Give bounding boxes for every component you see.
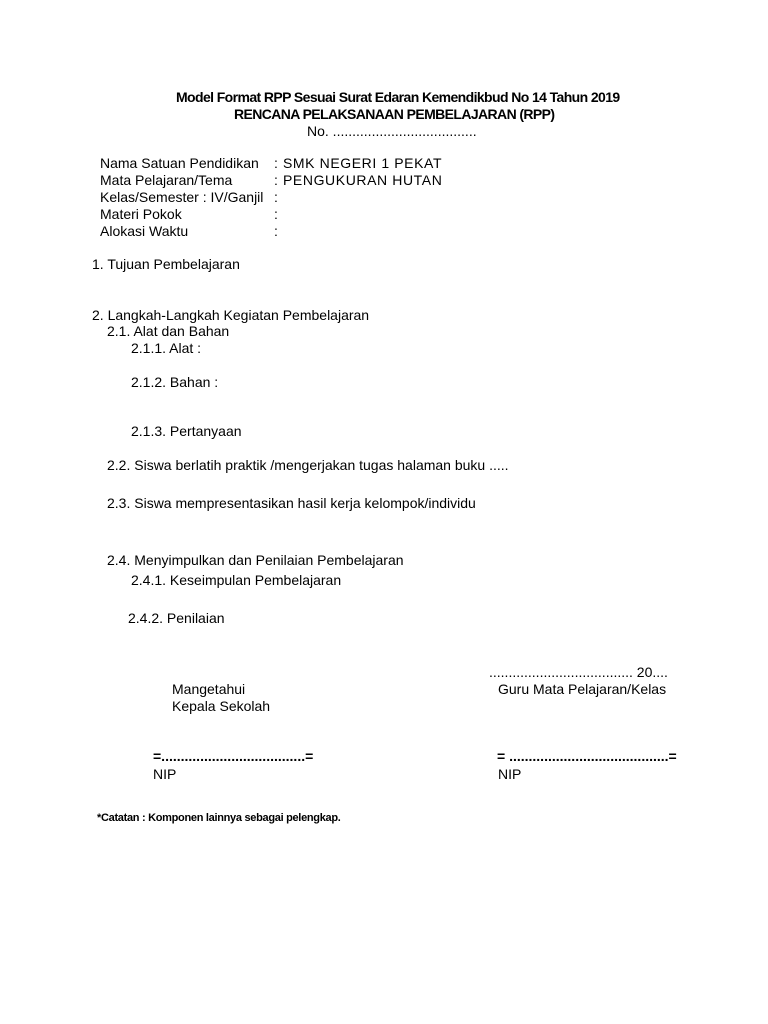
section-penilaian: 2.4.2. Penilaian — [128, 610, 225, 626]
section-tujuan: 1. Tujuan Pembelajaran — [92, 256, 240, 272]
nama-satuan-value: : SMK NEGERI 1 PEKAT — [274, 155, 443, 171]
alokasi-waktu-label: Alokasi Waktu — [100, 223, 189, 239]
section-siswa-presentasi: 2.3. Siswa mempresentasikan hasil kerja kelompok/individu — [107, 495, 476, 511]
mata-pelajaran-label: Mata Pelajaran/Tema — [100, 172, 233, 188]
signature-left-mengetahui: Mangetahui — [172, 681, 246, 697]
signature-left-name: =.....................................= — [153, 748, 314, 764]
kelas-semester-label: Kelas/Semester : IV/Ganjil — [100, 189, 264, 205]
alokasi-waktu-value: : — [274, 223, 278, 239]
materi-pokok-value: : — [274, 206, 278, 222]
section-siswa-berlatih: 2.2. Siswa berlatih praktik /mengerjakan tugas halaman buku ..... — [107, 457, 509, 473]
nama-satuan-label: Nama Satuan Pendidikan — [100, 155, 259, 171]
section-kesimpulan: 2.4.1. Keseimpulan Pembelajaran — [131, 572, 342, 588]
signature-right-nip: NIP — [498, 766, 522, 782]
section-alat-bahan: 2.1. Alat dan Bahan — [107, 323, 230, 339]
section-pertanyaan: 2.1.3. Pertanyaan — [131, 423, 242, 439]
signature-right-name: = .........................................= — [497, 748, 677, 764]
document-title: Model Format RPP Sesuai Surat Edaran Kemendikbud No 14 Tahun 2019 — [176, 89, 620, 105]
section-langkah: 2. Langkah-Langkah Kegiatan Pembelajaran — [92, 307, 370, 323]
document-number: No. ..................................... — [307, 123, 477, 139]
materi-pokok-label: Materi Pokok — [100, 206, 182, 222]
mata-pelajaran-value: : PENGUKURAN HUTAN — [274, 172, 443, 188]
signature-left-nip: NIP — [153, 766, 177, 782]
section-menyimpulkan: 2.4. Menyimpulkan dan Penilaian Pembelajaran — [107, 552, 404, 568]
signature-date: ..................................... 20.... — [489, 664, 668, 680]
section-bahan: 2.1.2. Bahan : — [131, 374, 219, 390]
signature-left-kepala-sekolah: Kepala Sekolah — [172, 698, 271, 714]
footnote: *Catatan : Komponen lainnya sebagai pelengkap. — [97, 812, 341, 824]
kelas-semester-value: : — [274, 189, 278, 205]
section-alat: 2.1.1. Alat : — [131, 340, 202, 356]
document-subtitle: RENCANA PELAKSANAAN PEMBELAJARAN (RPP) — [234, 106, 555, 122]
signature-right-role: Guru Mata Pelajaran/Kelas — [498, 681, 667, 697]
